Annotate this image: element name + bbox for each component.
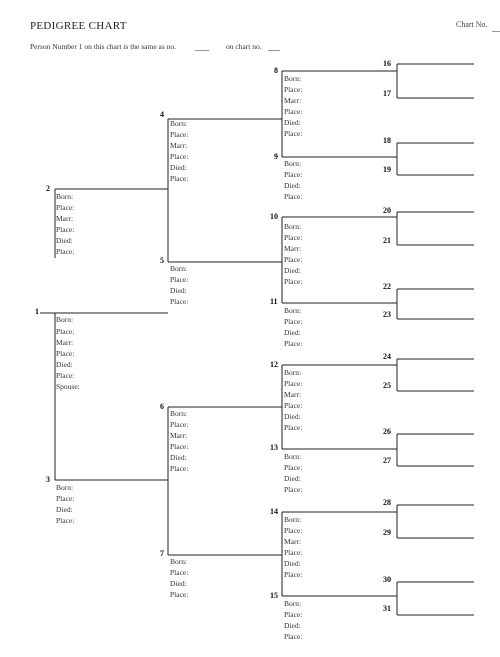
person-6-died-place-label: Place: [170,464,189,473]
person-10-born-label: Born: [284,222,302,231]
person-number-29: 29 [383,528,391,537]
person-14-marr-label: Marr: [284,537,302,546]
person-10-born-place-label: Place: [284,233,303,242]
person-13-died-place-label: Place: [284,485,303,494]
on-chart-text: on chart no. [226,42,262,51]
person-12-died-place-label: Place: [284,423,303,432]
person-number-24: 24 [383,352,391,361]
person-4-marr-label: Marr: [170,141,188,150]
person-number-5: 5 [160,256,164,265]
person-6-born-label: Born: [170,409,188,418]
person-2-born-place-label: Place: [56,203,75,212]
person-15-born-place-label: Place: [284,610,303,619]
person-6-marr-label: Marr: [170,431,188,440]
person-number-16: 16 [383,59,391,68]
person-number-14: 14 [270,507,278,516]
person-4-born-place-label: Place: [170,130,189,139]
person-number-31: 31 [383,604,391,613]
person-1-died-place-label: Place: [56,371,75,380]
person-7-born-place-label: Place: [170,568,189,577]
person-15-died-place-label: Place: [284,632,303,641]
person-3-died-label: Died: [56,505,73,514]
person-number-9: 9 [274,152,278,161]
person-number-18: 18 [383,136,391,145]
person-3-died-place-label: Place: [56,516,75,525]
person-number-21: 21 [383,236,391,245]
person-5-died-place-label: Place: [170,297,189,306]
person-1-marr-place-label: Place: [56,349,75,358]
person-number-7: 7 [160,549,164,558]
person-number-3: 3 [46,475,50,484]
person-number-20: 20 [383,206,391,215]
person-number-22: 22 [383,282,391,291]
person-12-born-place-label: Place: [284,379,303,388]
chart-number-label: Chart No. [456,20,488,29]
person-number-4: 4 [160,110,164,119]
person-number-15: 15 [270,591,278,600]
person-6-died-label: Died: [170,453,187,462]
person-14-born-label: Born: [284,515,302,524]
person-number-23: 23 [383,310,391,319]
person-number-1: 1 [35,307,39,316]
person-12-marr-place-label: Place: [284,401,303,410]
person-number-17: 17 [383,89,391,98]
person-1-spouse-label: Spouse: [56,382,80,391]
person-6-born-place-label: Place: [170,420,189,429]
person-8-marr-place-label: Place: [284,107,303,116]
person-10-marr-label: Marr: [284,244,302,253]
person-number-2: 2 [46,184,50,193]
person-2-died-label: Died: [56,236,73,245]
person-9-died-label: Died: [284,181,301,190]
person-5-born-label: Born: [170,264,188,273]
person-7-died-label: Died: [170,579,187,588]
person-number-text: Person Number 1 on this chart is the same as no. [30,42,177,51]
person-3-born-place-label: Place: [56,494,75,503]
person-14-died-label: Died: [284,559,301,568]
person-10-marr-place-label: Place: [284,255,303,264]
person-5-born-place-label: Place: [170,275,189,284]
person-4-died-place-label: Place: [170,174,189,183]
person-number-25: 25 [383,381,391,390]
person-11-born-place-label: Place: [284,317,303,326]
person-number-26: 26 [383,427,391,436]
person-15-born-label: Born: [284,599,302,608]
person-number-27: 27 [383,456,391,465]
person-11-died-label: Died: [284,328,301,337]
person-2-born-label: Born: [56,192,74,201]
person-8-born-label: Born: [284,74,302,83]
person-12-born-label: Born: [284,368,302,377]
person-12-marr-label: Marr: [284,390,302,399]
person-7-died-place-label: Place: [170,590,189,599]
person-number-6: 6 [160,402,164,411]
person-11-died-place-label: Place: [284,339,303,348]
person-11-born-label: Born: [284,306,302,315]
person-2-marr-place-label: Place: [56,225,75,234]
person-8-died-label: Died: [284,118,301,127]
person-number-19: 19 [383,165,391,174]
person-9-died-place-label: Place: [284,192,303,201]
page-title: PEDIGREE CHART [30,20,127,32]
person-1-died-label: Died: [56,360,73,369]
person-14-died-place-label: Place: [284,570,303,579]
person-4-born-label: Born: [170,119,188,128]
person-4-died-label: Died: [170,163,187,172]
person-2-marr-label: Marr: [56,214,74,223]
person-number-11: 11 [270,297,278,306]
person-number-12: 12 [270,360,278,369]
person-8-marr-label: Marr: [284,96,302,105]
person-9-born-place-label: Place: [284,170,303,179]
person-1-marr-label: Marr: [56,338,74,347]
person-9-born-label: Born: [284,159,302,168]
person-14-marr-place-label: Place: [284,548,303,557]
person-number-28: 28 [383,498,391,507]
person-number-13: 13 [270,443,278,452]
person-13-born-label: Born: [284,452,302,461]
person-15-died-label: Died: [284,621,301,630]
person-2-died-place-label: Place: [56,247,75,256]
person-8-born-place-label: Place: [284,85,303,94]
person-10-died-place-label: Place: [284,277,303,286]
person-14-born-place-label: Place: [284,526,303,535]
person-3-born-label: Born: [56,483,74,492]
person-number-30: 30 [383,575,391,584]
person-7-born-label: Born: [170,557,188,566]
person-6-marr-place-label: Place: [170,442,189,451]
person-1-born-label: Born: [56,315,74,324]
person-8-died-place-label: Place: [284,129,303,138]
person-12-died-label: Died: [284,412,301,421]
person-number-8: 8 [274,66,278,75]
person-5-died-label: Died: [170,286,187,295]
person-number-10: 10 [270,212,278,221]
person-10-died-label: Died: [284,266,301,275]
person-13-born-place-label: Place: [284,463,303,472]
person-13-died-label: Died: [284,474,301,483]
person-1-born-place-label: Place: [56,327,75,336]
person-4-marr-place-label: Place: [170,152,189,161]
